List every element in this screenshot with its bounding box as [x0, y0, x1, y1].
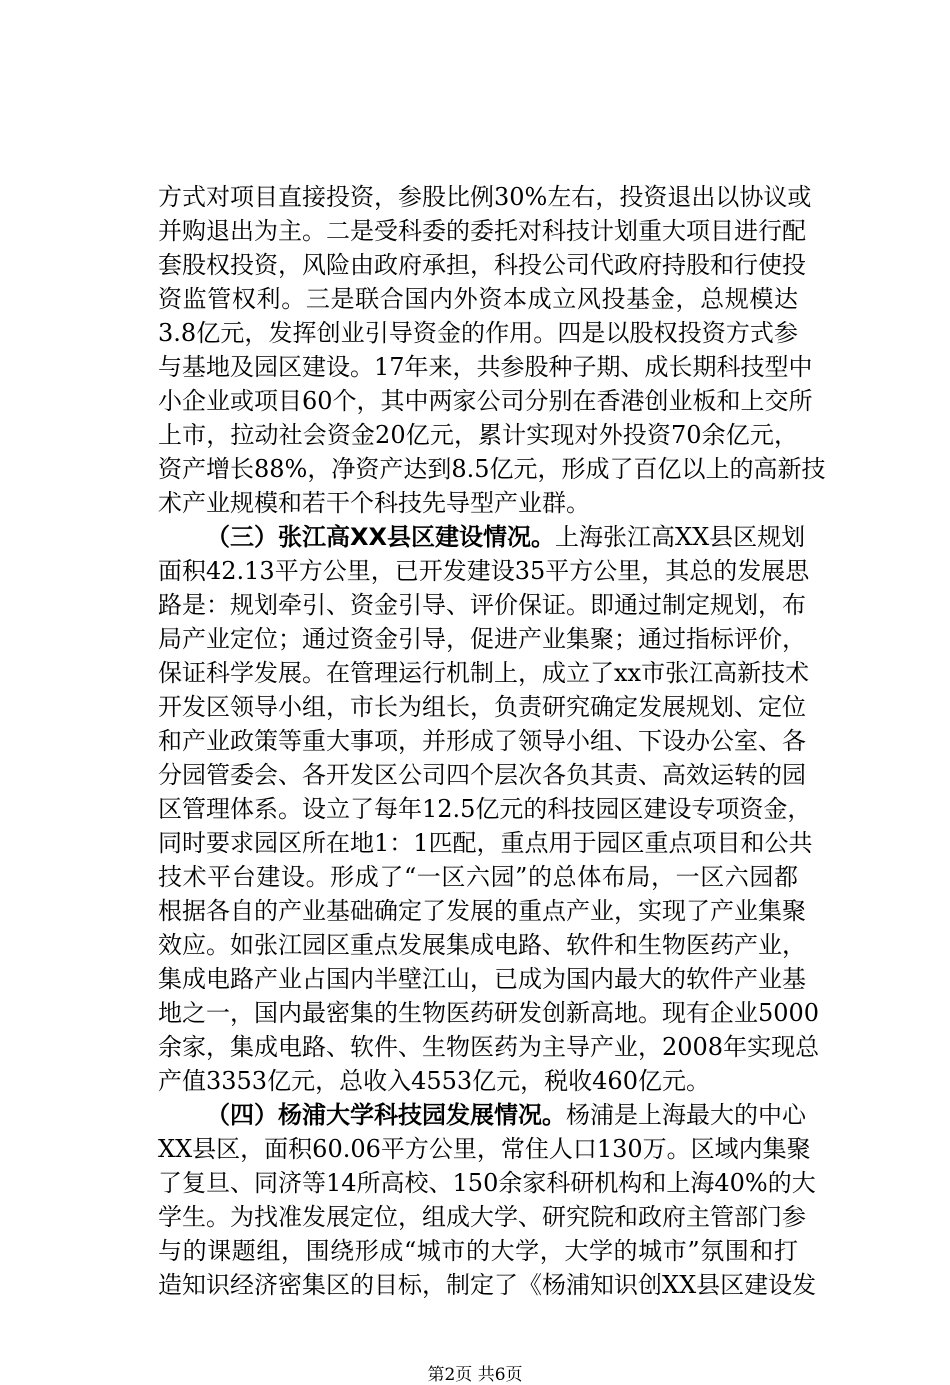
paragraph-line: 集成电路产业占国内半壁江山，已成为国内最大的软件产业基: [158, 965, 806, 993]
paragraph-line: 套股权投资，风险由政府承担，科投公司代政府持股和行使投: [158, 251, 806, 279]
paragraph-line: 效应。如张江园区重点发展集成电路、软件和生物医药产业，: [158, 931, 806, 959]
paragraph-line: 小企业或项目60个，其中两家公司分别在香港创业板和上交所: [158, 387, 813, 415]
section-heading: （四）杨浦大学科技园发展情况。: [206, 1101, 566, 1129]
paragraph-line: 路是：规划牵引、资金引导、评价保证。即通过制定规划，布: [158, 591, 806, 619]
paragraph-line: 技术平台建设。形成了“一区六园”的总体布局，一区六园都: [158, 863, 798, 891]
paragraph-line: 与基地及园区建设。17年来，共参股种子期、成长期科技型中: [158, 353, 813, 381]
paragraph-line: 3.8亿元，发挥创业引导资金的作用。四是以股权投资方式参: [158, 319, 798, 347]
page-footer: 第2页 共6页: [427, 1365, 523, 1385]
paragraph-line: 根据各自的产业基础确定了发展的重点产业，实现了产业集聚: [158, 897, 806, 925]
paragraph-line: 方式对项目直接投资，参股比例30%左右，投资退出以协议或: [158, 183, 812, 211]
paragraph-line: 地之一，国内最密集的生物医药研发创新高地。现有企业5000: [158, 999, 820, 1027]
paragraph-line: 术产业规模和若干个科技先导型产业群。: [158, 489, 590, 517]
paragraph-line: 造知识经济密集区的目标，制定了《杨浦知识创XX县区建设发: [158, 1271, 817, 1299]
paragraph-line: 并购退出为主。二是受科委的委托对科技计划重大项目进行配: [158, 217, 806, 245]
paragraph-line: 开发区领导小组，市长为组长，负责研究确定发展规划、定位: [158, 693, 806, 721]
paragraph-line: 资监管权利。三是联合国内外资本成立风投基金，总规模达: [158, 285, 798, 313]
paragraph-line: 区管理体系。设立了每年12.5亿元的科技园区建设专项资金，: [158, 795, 812, 823]
paragraph-line: 分园管委会、各开发区公司四个层次各负其责、高效运转的园: [158, 761, 806, 789]
section-first-line: [206, 520, 806, 554]
section-first-line-text: 上海张江高XX县区规划: [555, 523, 806, 551]
paragraph-line: 资产增长88%，净资产达到8.5亿元，形成了百亿以上的高新技: [158, 455, 826, 483]
section-heading: （三）张江高XX县区建设情况。: [206, 523, 556, 551]
paragraph-line: 同时要求园区所在地1：1匹配，重点用于园区重点项目和公共: [158, 829, 813, 857]
paragraph-line: 面积42.13平方公里，已开发建设35平方公里，其总的发展思: [158, 557, 810, 585]
paragraph-line: 和产业政策等重大事项，并形成了领导小组、下设办公室、各: [158, 727, 806, 755]
section-first-line: [206, 1098, 806, 1132]
paragraph-line: 上市，拉动社会资金20亿元，累计实现对外投资70余亿元，: [158, 421, 798, 449]
paragraph-line: 产值3353亿元，总收入4553亿元，税收460亿元。: [158, 1067, 710, 1095]
paragraph-line: 保证科学发展。在管理运行机制上，成立了xx市张江高新技术: [158, 659, 810, 687]
paragraph-line: 余家，集成电路、软件、生物医药为主导产业，2008年实现总: [158, 1033, 820, 1061]
paragraph-line: 学生。为找准发展定位，组成大学、研究院和政府主管部门参: [158, 1203, 806, 1231]
paragraph-line: XX县区，面积60.06平方公里，常住人口130万。区域内集聚: [158, 1135, 811, 1163]
paragraph-line: 与的课题组，围绕形成“城市的大学，大学的城市”氛围和打: [158, 1237, 798, 1265]
paragraph-line: 局产业定位；通过资金引导，促进产业集聚；通过指标评价，: [158, 625, 806, 653]
paragraph-line: 了复旦、同济等14所高校、150余家科研机构和上海40%的大: [158, 1169, 816, 1197]
section-first-line-text: 杨浦是上海最大的中心: [566, 1101, 806, 1129]
